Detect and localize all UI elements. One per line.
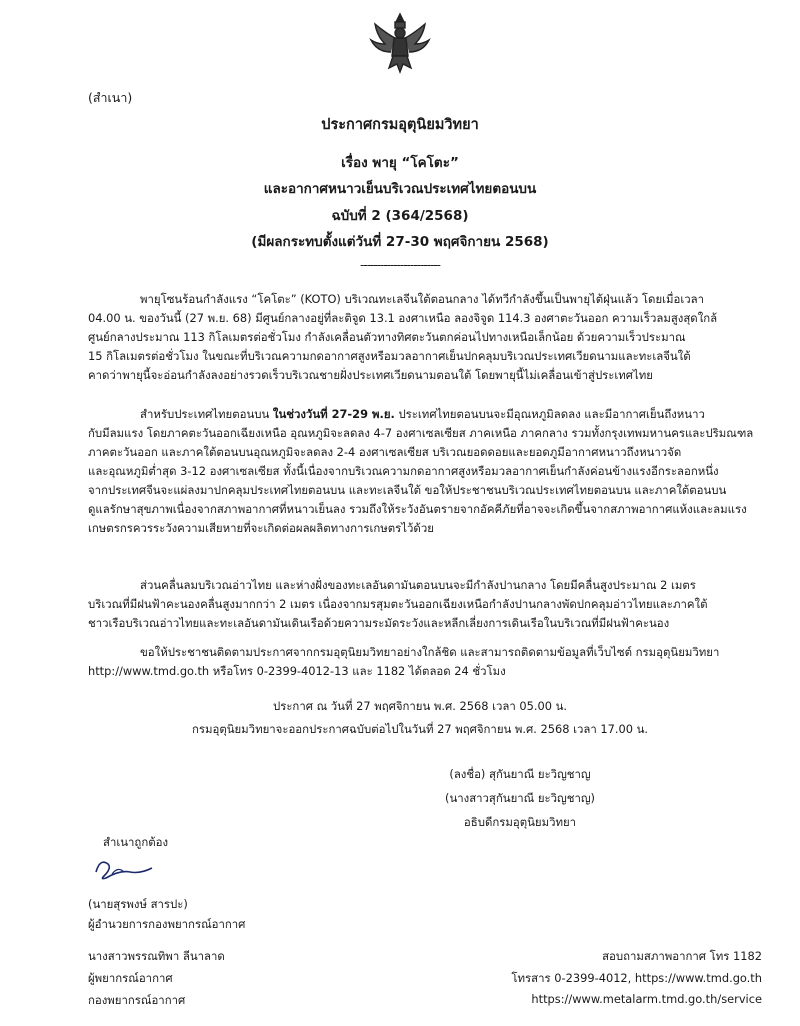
paragraph-line: กับมีลมแรง โดยภาคตะวันออกเฉียงเหนือ อุณหภูมิจะลดลง 4-7 องศาเซลเซียส ภาคเหนือ ภาคกลาง รวมทั้งกรุงเทพมหานครและปริมณฑล — [88, 426, 754, 440]
paragraph-line: เกษตรกรควรระวังความเสียหายที่จะเกิดต่อผลผลิตทางการเกษตรไว้ด้วย — [88, 521, 434, 535]
contact-hotline: สอบถามสภาพอากาศ โทร 1182 — [602, 949, 762, 963]
forecaster-title: ผู้พยากรณ์อากาศ — [88, 971, 173, 985]
announcement-subject: เรื่อง พายุ “โคโตะ” — [341, 155, 459, 171]
garuda-emblem-icon — [367, 10, 433, 76]
paragraph-lead: สำหรับประเทศไทยตอนบน — [140, 407, 273, 421]
paragraph-line: บริเวณที่มีฝนฟ้าคะนองคลื่นสูงมากกว่า 2 เมตร เนื่องจากมรสุมตะวันออกเฉียงเหนือกำลังปานกลางพัดปกคลุมอ่าวไทยและภาคใต้ — [88, 597, 708, 611]
forecaster-name: นางสาวพรรณทิพา ลีนาลาด — [88, 949, 225, 963]
paragraph-line: ขอให้ประชาชนติดตามประกาศจากกรมอุตุนิยมวิทยาอย่างใกล้ชิด และสามารถติดตามข้อมูลที่เว็บไซต์ กรมอุตุนิยมวิทยา — [140, 645, 720, 659]
signatory-name: (นางสาวสุกันยาณี ยะวิญชาญ) — [445, 791, 595, 805]
announcement-title: ประกาศกรมอุตุนิยมวิทยา — [321, 117, 479, 133]
paragraph-line: http://www.tmd.go.th หรือโทร 0-2399-4012-13 และ 1182 ได้ตลอด 24 ชั่วโมง — [88, 664, 506, 678]
paragraph-waves — [88, 576, 756, 633]
paragraph-line: ดูแลรักษาสุขภาพเนื่องจากสภาพอากาศที่หนาวเย็นลง รวมถึงให้ระวังอันตรายจากอัคคีภัยที่อาจจะเกิดขึ้นจากสภาพอากาศแห้งและลมแรง — [88, 502, 747, 516]
paragraph-lead-rest: ประเทศไทยตอนบนจะมีอุณหภูมิลดลง และมีอากาศเย็นถึงหนาว — [394, 407, 705, 421]
contact-fax-website: โทรสาร 0-2399-4012, https://www.tmd.go.th — [511, 971, 762, 985]
contact-service-url: https://www.metalarm.tmd.go.th/service — [531, 992, 762, 1006]
next-issue-datetime: กรมอุตุนิยมวิทยาจะออกประกาศฉบับต่อไปในวันที่ 27 พฤศจิกายน พ.ศ. 2568 เวลา 17.00 น. — [191, 722, 649, 736]
paragraph-follow-updates — [88, 643, 756, 681]
paragraph-storm — [88, 290, 756, 385]
paragraph-line: ภาคตะวันออก และภาคใต้ตอนบนอุณหภูมิจะลดลง 2-4 องศาเซลเซียส บริเวณยอดดอยและยอดภูมีอากาศหนาวถึงหนาวจัด — [88, 445, 682, 459]
paragraph-line: ศูนย์กลางประมาณ 113 กิโลเมตรต่อชั่วโมง กำลังเคลื่อนตัวทางทิศตะวันตกค่อนไปทางเหนือเล็กน้อย ด้วยความเร็วประมาณ — [88, 330, 686, 344]
paragraph-line: จากประเทศจีนจะแผ่ลงมาปกคลุมประเทศไทยตอนบน และทะเลจีนใต้ ขอให้ประชาชนบริเวณประเทศไทยตอนบน และภาคใต้ตอนบน — [88, 483, 727, 497]
announcement-effective-period: (มีผลกระทบตั้งแต่วันที่ 27-30 พฤศจิกายน 2568) — [251, 234, 549, 250]
certified-copy-label: สำเนาถูกต้อง — [103, 835, 169, 849]
paragraph-line: และอุณหภูมิต่ำสุด 3-12 องศาเซลเซียส ทั้งนี้เนื่องจากบริเวณความกดอากาศสูงหรือมวลอากาศเย็นกำลังค่อนข้างแรงอีกระลอกหนึ่ง — [88, 464, 719, 478]
paragraph-line: ส่วนคลื่นลมบริเวณอ่าวไทย และห่างฝั่งของทะเลอันดามันตอนบนจะมีกำลังปานกลาง โดยมีคลื่นสูงประมาณ 2 เมตร — [140, 578, 696, 592]
title-separator: ------------------------ — [360, 258, 440, 272]
handwritten-signature-icon — [90, 852, 160, 886]
signatory-position: อธิบดีกรมอุตุนิยมวิทยา — [463, 815, 577, 829]
forecaster-division: กองพยากรณ์อากาศ — [88, 993, 186, 1007]
certifier-position: ผู้อำนวยการกองพยากรณ์อากาศ — [88, 917, 246, 931]
copy-label: (สำเนา) — [88, 90, 133, 105]
paragraph-line — [88, 405, 756, 424]
paragraph-cold-weather — [88, 405, 756, 538]
paragraph-line: ชาวเรือบริเวณอ่าวไทยและทะเลอันดามันเดินเรือด้วยความระมัดระวังและหลีกเลี่ยงการเดินเรือในบริเวณที่มีฝนฟ้าคะนอง — [88, 616, 670, 630]
paragraph-line: 04.00 น. ของวันนี้ (27 พ.ย. 68) มีศูนย์กลางอยู่ที่ละติจูด 13.1 องศาเหนือ ลองจิจูด 114.3 องศาตะวันออก ความเร็วลมสูงสุดใกล้ — [88, 311, 718, 325]
paragraph-line: 15 กิโลเมตรต่อชั่วโมง ในขณะที่บริเวณความกดอากาศสูงหรือมวลอากาศเย็นปกคลุมบริเวณประเทศเวียดนามและทะเลจีนใต้ — [88, 349, 691, 363]
announcement-issue-number: ฉบับที่ 2 (364/2568) — [331, 208, 469, 224]
paragraph-line: พายุโซนร้อนกำลังแรง “โคโตะ” (KOTO) บริเวณทะเลจีนใต้ตอนกลาง ได้ทวีกำลังขึ้นเป็นพายุไต้ฝุ่นแล้ว โดยเมื่อเวลา — [140, 292, 705, 306]
issued-datetime: ประกาศ ณ วันที่ 27 พฤศจิกายน พ.ศ. 2568 เวลา 05.00 น. — [272, 699, 568, 713]
announcement-subject-line2: และอากาศหนาวเย็นบริเวณประเทศไทยตอนบน — [263, 181, 537, 197]
paragraph-date-range: ในช่วงวันที่ 27-29 พ.ย. — [272, 407, 395, 421]
certifier-name: (นายสุรพงษ์ สารปะ) — [88, 897, 188, 911]
paragraph-line: คาดว่าพายุนี้จะอ่อนกำลังลงอย่างรวดเร็วบริเวณชายฝั่งประเทศเวียดนามตอนใต้ โดยพายุนี้ไม่เคลื่อนเข้าสู่ประเทศไทย — [88, 368, 653, 382]
signatory-signed: (ลงชื่อ) สุกันยาณี ยะวิญชาญ — [449, 767, 591, 781]
